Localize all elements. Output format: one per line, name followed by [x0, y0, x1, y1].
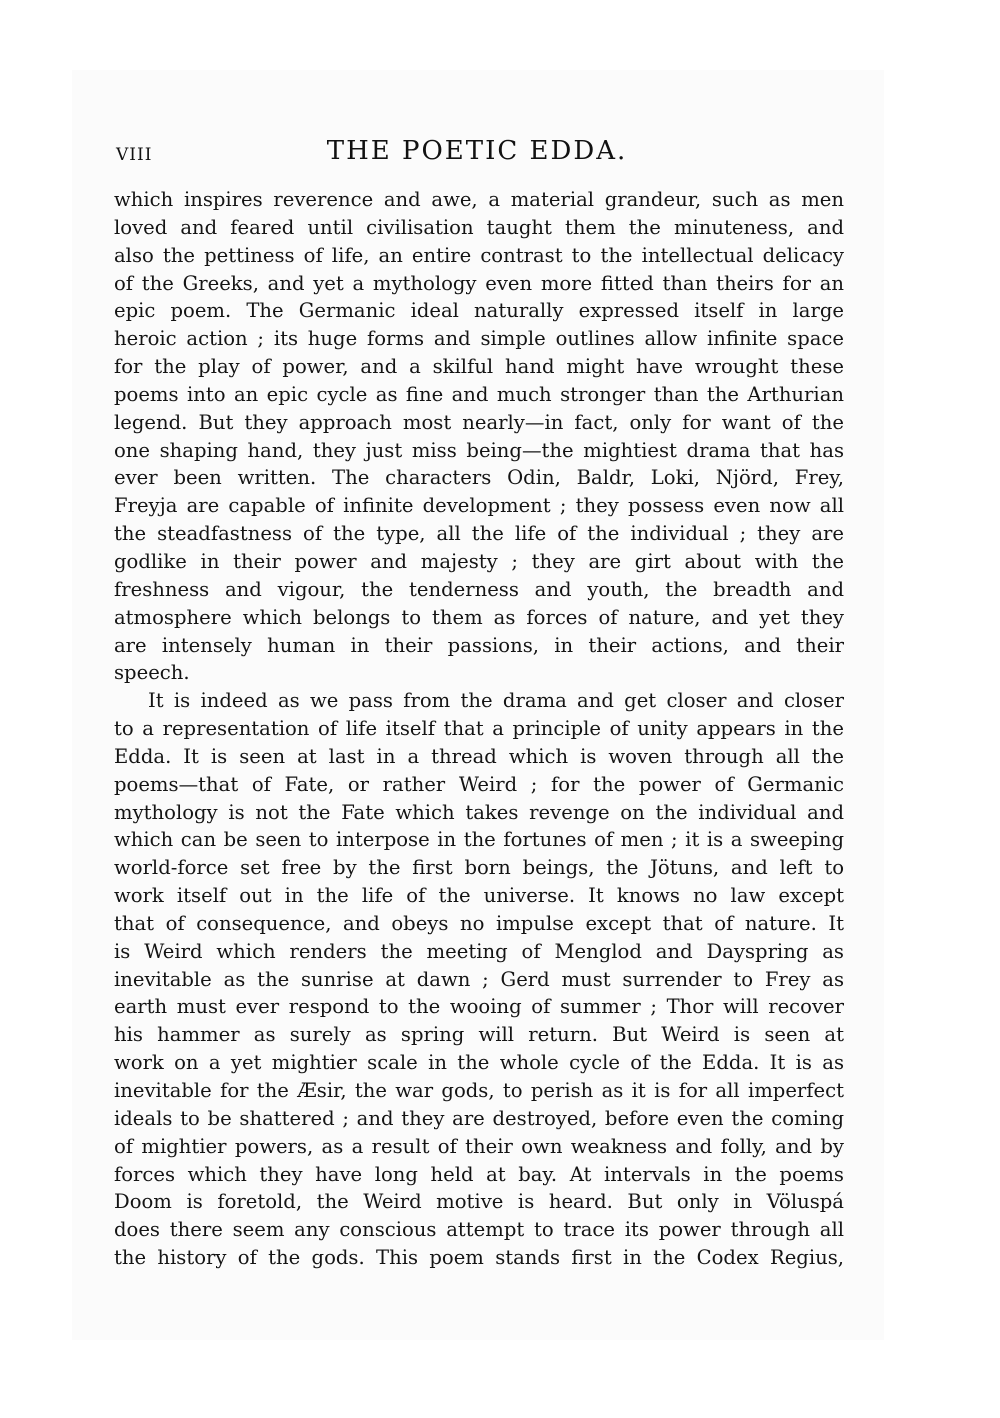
text-line: does there seem any conscious attempt to trace its power through all [114, 1218, 844, 1242]
text-line: legend. But they approach most nearly—in fact, only for want of the [114, 410, 844, 434]
text-line: It is indeed as we pass from the drama and get closer and closer [148, 689, 844, 713]
text-line: one shaping hand, they just miss being—the mightiest drama that has [114, 438, 844, 462]
text-line: work on a yet mightier scale in the whole cycle of the Edda. It is as [114, 1051, 844, 1075]
text-line: forces which they have long held at bay. At intervals in the poems [114, 1162, 844, 1186]
text-line: to a representation of life itself that a principle of unity appears in the [114, 717, 844, 741]
running-title: THE POETIC EDDA. [326, 136, 628, 166]
text-line: of mightier powers, as a result of their own weakness and folly, and by [114, 1134, 844, 1158]
text-line: speech. [114, 661, 190, 685]
text-line: Freyja are capable of infinite development ; they possess even now all [114, 494, 844, 518]
text-line: the history of the gods. This poem stands first in the Codex Regius, [114, 1246, 844, 1270]
text-line: godlike in their power and majesty ; they are girt about with the [114, 549, 844, 573]
text-line: Edda. It is seen at last in a thread which is woven through all the [114, 744, 844, 768]
paragraph-2 [114, 687, 844, 1272]
text-line: also the pettiness of life, an entire contrast to the intellectual delicacy [114, 243, 844, 267]
text-line: freshness and vigour, the tenderness and youth, the breadth and [114, 577, 844, 601]
paragraph-1 [114, 186, 844, 687]
text-line: the steadfastness of the type, all the life of the individual ; they are [114, 522, 844, 546]
text-line: for the play of power, and a skilful hand might have wrought these [114, 355, 844, 379]
text-line: epic poem. The Germanic ideal naturally expressed itself in large [114, 299, 844, 323]
text-line: his hammer as surely as spring will return. But Weird is seen at [114, 1023, 844, 1047]
text-line: earth must ever respond to the wooing of summer ; Thor will recover [114, 995, 844, 1019]
text-line: poems—that of Fate, or rather Weird ; for the power of Germanic [114, 772, 844, 796]
text-line: Doom is foretold, the Weird motive is heard. But only in Völuspá [114, 1190, 844, 1214]
text-line: mythology is not the Fate which takes revenge on the individual and [114, 800, 844, 824]
text-line: that of consequence, and obeys no impulse except that of nature. It [114, 911, 844, 935]
body-text [114, 186, 844, 1272]
text-line: work itself out in the life of the universe. It knows no law except [114, 884, 844, 908]
page-header [112, 136, 842, 172]
text-line: world-force set free by the first born beings, the Jötuns, and left to [114, 856, 844, 880]
text-line: inevitable as the sunrise at dawn ; Gerd must surrender to Frey as [114, 967, 844, 991]
text-line: is Weird which renders the meeting of Menglod and Dayspring as [114, 939, 844, 963]
text-line: inevitable for the Æsir, the war gods, to perish as it is for all imperfect [114, 1079, 844, 1102]
text-line: atmosphere which belongs to them as forces of nature, and yet they [114, 605, 844, 629]
text-line: ever been written. The characters Odin, Baldr, Loki, Njörd, Frey, [114, 466, 844, 490]
text-line: loved and feared until civilisation taught them the minuteness, and [114, 215, 844, 239]
text-line: heroic action ; its huge forms and simple outlines allow infinite space [114, 327, 844, 351]
text-line: are intensely human in their passions, in their actions, and their [114, 633, 844, 657]
text-line: poems into an epic cycle as fine and much stronger than the Arthurian [114, 382, 844, 406]
text-line: which inspires reverence and awe, a material grandeur, such as men [114, 188, 844, 211]
page-number: VIII [116, 145, 153, 165]
text-line: of the Greeks, and yet a mythology even more fitted than theirs for an [114, 271, 844, 295]
text-line: ideals to be shattered ; and they are destroyed, before even the coming [114, 1106, 844, 1130]
text-line: which can be seen to interpose in the fortunes of men ; it is a sweeping [114, 828, 844, 852]
